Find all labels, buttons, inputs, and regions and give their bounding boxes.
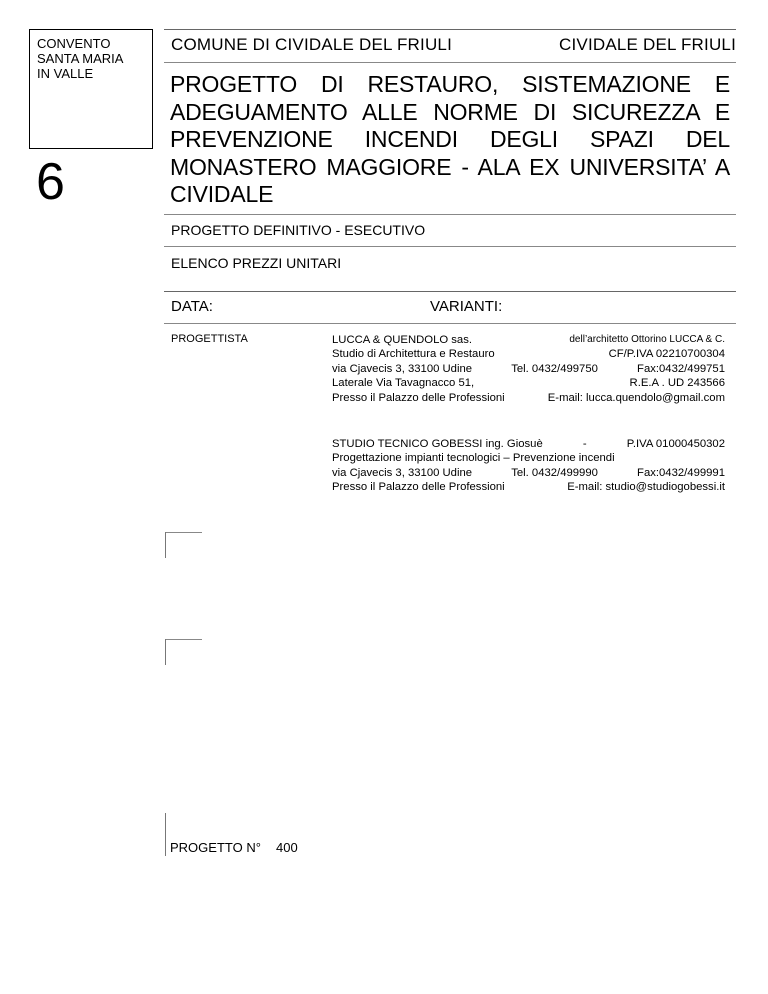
studio1-address2: Laterale Via Tavagnacco 51,	[332, 377, 475, 390]
variants-label: VARIANTI:	[430, 298, 503, 315]
document-type: ELENCO PREZZI UNITARI	[171, 255, 342, 271]
date-rule	[164, 323, 736, 324]
studio2-fax: Fax:0432/499991	[637, 466, 725, 479]
project-phase: PROGETTO DEFINITIVO - ESECUTIVO	[171, 222, 426, 238]
corner-mark-middle	[166, 639, 202, 640]
studio2-name: STUDIO TECNICO GOBESSI ing. Giosuè	[332, 438, 543, 450]
municipality: COMUNE DI CIVIDALE DEL FRIULI	[171, 35, 452, 54]
top-rule	[164, 29, 736, 30]
city: CIVIDALE DEL FRIULI	[559, 35, 736, 54]
studio1-owner: dell’architetto Ottorino LUCCA & C.	[569, 334, 725, 345]
studio1-desc: Studio di Architettura e Restauro	[332, 348, 495, 361]
date-label: DATA:	[171, 298, 213, 315]
bottom-vertical-mark	[165, 813, 166, 856]
sheet-number: 6	[36, 153, 65, 211]
studio1-name: LUCCA & QUENDOLO sas.	[332, 334, 472, 346]
studio1-fax: Fax:0432/499751	[637, 362, 725, 375]
studio2-dash: -	[582, 438, 587, 450]
studio1-address: via Cjavecis 3, 33100 Udine	[332, 362, 473, 375]
convent-name: CONVENTO SANTA MARIA IN VALLE	[37, 36, 124, 81]
corner-mark-top	[166, 532, 202, 533]
studio2-address: via Cjavecis 3, 33100 Udine	[332, 466, 473, 479]
project-title: PROGETTO DI RESTAURO, SISTEMAZIONE E ADEGUAMENTO ALLE NORME DI SICUREZZA E PREVENZIONE INCENDI DEGLI SPAZI DEL MONASTERO MAGGIORE - ALA EX UNIVERSITA’ A CIVIDALE	[170, 71, 730, 207]
phase-rule	[164, 246, 736, 247]
header-rule	[164, 62, 736, 63]
studio1-tel: Tel. 0432/499750	[511, 362, 598, 375]
doc-rule	[164, 291, 736, 292]
studio2-email: E-mail: studio@studiogobessi.it	[567, 481, 725, 494]
studio1-email: E-mail: lucca.quendolo@gmail.com	[547, 391, 725, 404]
project-number-label: PROGETTO N°	[170, 840, 261, 855]
corner-mark-top-vertical	[165, 532, 166, 558]
studio2-palazzo: Presso il Palazzo delle Professioni	[332, 481, 505, 494]
project-number-value: 400	[276, 840, 298, 855]
studio2-piva: P.IVA 01000450302	[626, 438, 725, 450]
studio2-tel: Tel. 0432/499990	[511, 466, 598, 479]
studio1-rea: R.E.A . UD 243566	[629, 377, 725, 390]
convent-box	[29, 29, 153, 149]
title-rule	[164, 214, 736, 215]
studio-lucca-quendolo	[332, 333, 725, 405]
designer-label: PROGETTISTA	[171, 333, 248, 345]
corner-mark-middle-vertical	[165, 639, 166, 665]
studio1-cf: CF/P.IVA 02210700304	[608, 348, 725, 361]
studio2-desc: Progettazione impianti tecnologici – Prevenzione incendi	[332, 452, 615, 465]
studio1-palazzo: Presso il Palazzo delle Professioni	[332, 391, 505, 404]
studio-gobessi	[332, 437, 725, 495]
